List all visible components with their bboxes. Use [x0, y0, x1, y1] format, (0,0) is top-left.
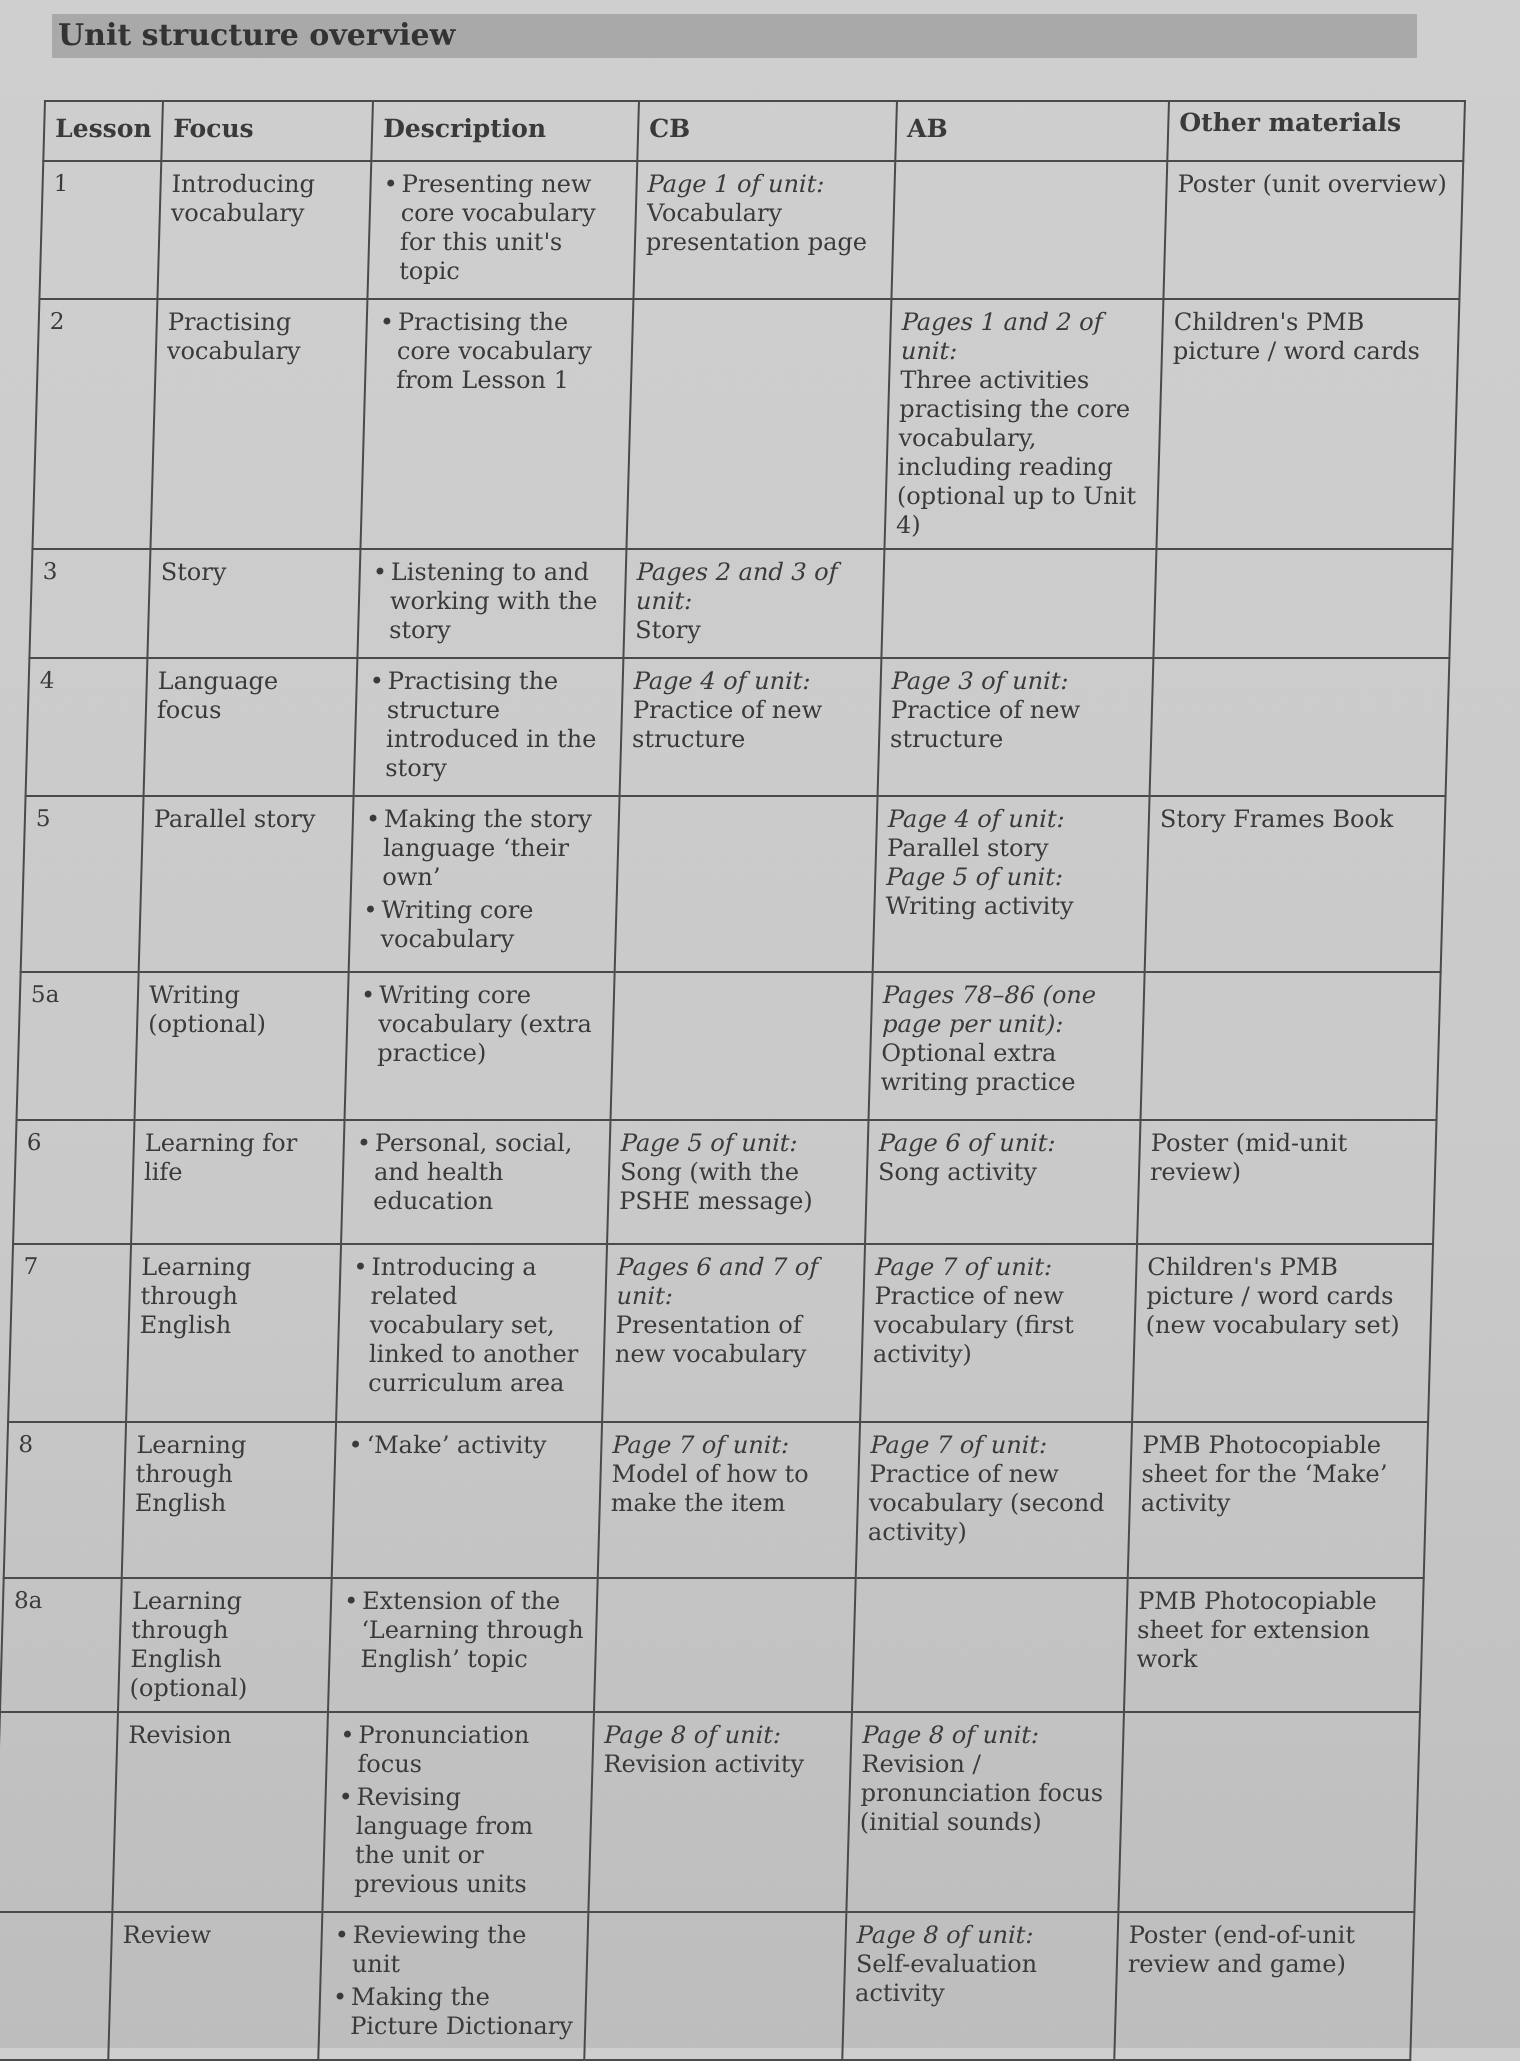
description-list — [357, 981, 603, 1068]
other-materials-cell: Poster (mid-unit review) — [1137, 1120, 1436, 1244]
ab-text: Song activity — [877, 1158, 1038, 1186]
lesson-cell: 5a — [17, 972, 139, 1120]
cb-page-reference: Pages 6 and 7 of unit: — [616, 1253, 819, 1310]
table-row — [13, 1120, 1436, 1244]
description-bullet: • Revising language from the unit or previous units — [334, 1783, 581, 1899]
unit-structure-table — [0, 100, 1466, 2061]
cb-cell — [611, 972, 873, 1120]
header-cb: CB — [637, 101, 897, 161]
ab-page-reference: Page 7 of unit: — [870, 1431, 1048, 1459]
cb-page-reference: Page 8 of unit: — [603, 1721, 782, 1749]
header-focus: Focus — [161, 101, 373, 161]
description-bullet: • Practising the core vocabulary from Lesson 1 — [376, 308, 622, 395]
description-bullet: • Personal, social, and health education — [353, 1129, 599, 1216]
header-other-materials: Other materials — [1167, 101, 1465, 161]
ab-text: Revision / pronunciation focus (initial sounds) — [859, 1750, 1104, 1836]
cb-cell — [615, 796, 878, 972]
description-bullet: • Presenting new core vocabulary for this unit's topic — [379, 170, 626, 286]
ab-text: Practice of new structure — [889, 696, 1081, 753]
cb-text: Story — [634, 616, 702, 644]
lesson-cell: 7 — [8, 1244, 131, 1422]
table-row — [29, 549, 1452, 658]
ab-page-reference: Page 5 of unit: — [885, 863, 1064, 891]
description-bullet: • Writing core vocabulary — [360, 896, 606, 954]
other-materials-cell: Poster (unit overview) — [1163, 161, 1463, 299]
header-ab: AB — [895, 101, 1169, 161]
description-cell — [349, 796, 620, 972]
description-bullet: • Practising the structure introduced in the story — [365, 667, 612, 783]
table-row — [4, 1422, 1428, 1578]
description-cell — [318, 1912, 588, 2060]
description-list — [379, 170, 626, 286]
ab-page-reference: Page 4 of unit: — [887, 805, 1066, 833]
table-row — [0, 1578, 1424, 1712]
cb-text: Presentation of new vocabulary — [614, 1311, 807, 1368]
cb-cell — [633, 161, 895, 299]
ab-cell — [869, 972, 1145, 1120]
focus-cell: Parallel story — [139, 796, 354, 972]
ab-cell — [891, 161, 1167, 299]
cb-cell — [594, 1578, 856, 1712]
cb-cell — [623, 549, 884, 658]
description-list — [353, 1129, 599, 1216]
cb-text: Song (with the PSHE message) — [618, 1158, 814, 1215]
description-cell — [322, 1712, 594, 1912]
ab-cell — [881, 549, 1156, 658]
cb-page-reference: Page 5 of unit: — [620, 1129, 799, 1157]
focus-cell: Learning through English — [126, 1244, 341, 1422]
lesson-cell — [0, 1912, 112, 2060]
description-list — [334, 1721, 583, 1899]
description-list — [348, 1253, 596, 1398]
ab-text: Optional extra writing practice — [880, 1039, 1076, 1096]
focus-cell: Learning for life — [131, 1120, 344, 1244]
other-materials-cell: PMB Photocopiable sheet for the ‘Make’ activity — [1128, 1422, 1428, 1578]
cb-text: Model of how to make the item — [610, 1460, 810, 1517]
cb-cell — [584, 1912, 846, 2060]
other-materials-cell: Children's PMB picture / word cards — [1156, 299, 1459, 549]
description-list — [365, 667, 612, 783]
ab-cell — [884, 299, 1163, 549]
table-row — [26, 658, 1450, 796]
ab-cell — [846, 1712, 1124, 1912]
lesson-cell — [0, 1712, 118, 1912]
cb-page-reference: Pages 2 and 3 of unit: — [635, 558, 838, 615]
ab-cell — [865, 1120, 1140, 1244]
cb-cell — [598, 1422, 860, 1578]
description-cell — [357, 549, 626, 658]
ab-cell — [852, 1578, 1128, 1712]
ab-page-reference: Page 3 of unit: — [891, 667, 1069, 695]
description-bullet: • Making the story language ‘their own’ — [362, 805, 608, 892]
ab-page-reference: Pages 78–86 (one page per unit): — [881, 981, 1097, 1038]
cb-cell — [588, 1712, 852, 1912]
description-bullet: • Writing core vocabulary (extra practice) — [357, 981, 603, 1068]
description-list — [330, 1921, 577, 2041]
other-materials-cell: PMB Photocopiable sheet for extension work — [1124, 1578, 1424, 1712]
cb-cell — [620, 658, 882, 796]
header-description: Description — [371, 101, 639, 161]
other-materials-cell — [1118, 1712, 1420, 1912]
ab-cell — [860, 1244, 1137, 1422]
page-title: Unit structure overview — [58, 18, 456, 53]
table-row — [21, 796, 1446, 972]
description-bullet: • Making the Picture Dictionary — [330, 1983, 576, 2041]
ab-page-reference: Page 7 of unit: — [875, 1253, 1053, 1281]
ab-page-reference: Page 6 of unit: — [878, 1129, 1057, 1157]
ab-cell — [856, 1422, 1132, 1578]
focus-cell: Review — [108, 1912, 322, 2060]
ab-text: Three activities practising the core vocabulary, including reading (optional up to Unit 4) — [895, 366, 1137, 539]
cb-page-reference: Page 7 of unit: — [612, 1431, 790, 1459]
focus-cell: Revision — [112, 1712, 328, 1912]
description-list — [376, 308, 622, 395]
description-cell — [354, 658, 624, 796]
ab-page-reference: Page 8 of unit: — [861, 1721, 1040, 1749]
focus-cell: Writing (optional) — [135, 972, 349, 1120]
description-bullet: • Reviewing the unit — [332, 1921, 578, 1979]
other-materials-cell: Children's PMB picture / word cards (new vocabulary set) — [1132, 1244, 1433, 1422]
ab-text: Practice of new vocabulary (first activity) — [872, 1282, 1075, 1368]
ab-cell — [873, 796, 1150, 972]
description-list — [360, 805, 608, 954]
description-bullet: • Extension of the ‘Learning through English’ topic — [340, 1587, 586, 1674]
table-row — [32, 299, 1459, 549]
ab-text: Self-evaluation activity — [854, 1950, 1038, 2007]
focus-cell: Story — [147, 549, 360, 658]
description-bullet: • ‘Make’ activity — [346, 1431, 591, 1460]
focus-cell: Practising vocabulary — [150, 299, 367, 549]
lesson-cell: 6 — [13, 1120, 134, 1244]
lesson-cell: 3 — [29, 549, 150, 658]
cb-text: Revision activity — [603, 1750, 805, 1778]
lesson-cell: 8a — [0, 1578, 122, 1712]
ab-cell — [842, 1912, 1118, 2060]
other-materials-cell: Story Frames Book — [1145, 796, 1446, 972]
other-materials-cell — [1141, 972, 1441, 1120]
cb-cell — [626, 299, 891, 549]
cb-page-reference: Page 1 of unit: — [647, 170, 825, 198]
description-list — [346, 1431, 591, 1460]
ab-cell — [878, 658, 1154, 796]
description-list — [340, 1587, 586, 1674]
focus-cell: Introducing vocabulary — [157, 161, 371, 299]
focus-cell: Learning through English — [122, 1422, 336, 1578]
ab-page-reference: Pages 1 and 2 of unit: — [900, 308, 1103, 365]
other-materials-cell: Poster (end-of-unit review and game) — [1114, 1912, 1414, 2060]
other-materials-cell — [1150, 658, 1450, 796]
description-cell — [341, 1120, 610, 1244]
description-cell — [332, 1422, 602, 1578]
description-bullet: • Introducing a related vocabulary set, linked to another curriculum area — [348, 1253, 596, 1398]
lesson-cell: 2 — [32, 299, 157, 549]
lesson-cell: 4 — [26, 658, 148, 796]
ab-page-reference: Page 8 of unit: — [856, 1921, 1034, 1949]
focus-cell: Learning through English (optional) — [118, 1578, 332, 1712]
lesson-cell: 5 — [21, 796, 144, 972]
description-cell — [336, 1244, 607, 1422]
table-row — [39, 161, 1463, 299]
ab-text: Parallel story — [886, 834, 1049, 862]
ab-text: Practice of new vocabulary (second activity) — [867, 1460, 1106, 1546]
title-bar — [52, 14, 1417, 58]
description-cell — [360, 299, 633, 549]
table-row — [17, 972, 1441, 1120]
cb-text: Vocabulary presentation page — [645, 199, 868, 256]
description-cell — [345, 972, 615, 1120]
description-list — [369, 558, 615, 645]
lesson-cell: 1 — [39, 161, 161, 299]
focus-cell: Language focus — [144, 658, 358, 796]
description-cell — [367, 161, 637, 299]
header-lesson: Lesson — [43, 101, 163, 161]
ab-text: Writing activity — [885, 892, 1074, 920]
cb-text: Practice of new structure — [631, 696, 823, 753]
header-row — [43, 101, 1465, 161]
table-row — [0, 1712, 1420, 1912]
other-materials-cell — [1153, 549, 1452, 658]
cb-cell — [607, 1120, 868, 1244]
table-row — [0, 1912, 1414, 2060]
cb-cell — [602, 1244, 865, 1422]
description-bullet: • Listening to and working with the story — [369, 558, 615, 645]
lesson-cell: 8 — [4, 1422, 126, 1578]
description-bullet: • Pronunciation focus — [337, 1721, 583, 1779]
description-cell — [328, 1578, 598, 1712]
table-row — [8, 1244, 1433, 1422]
cb-page-reference: Page 4 of unit: — [633, 667, 811, 695]
